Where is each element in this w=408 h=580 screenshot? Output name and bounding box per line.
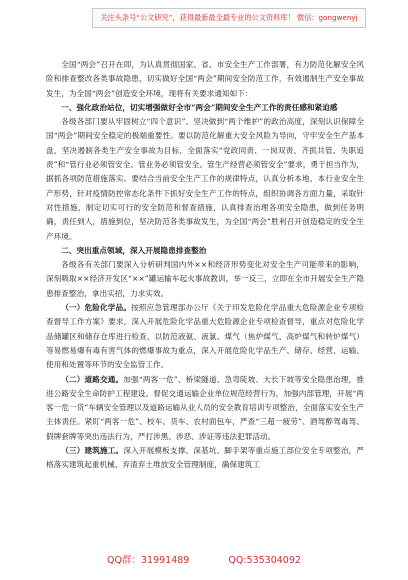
subsection-text: 按照应急管理部办公厅《关于印发危险化学品重大危险源企业专项检查督导工作方案》要求，深入开展危险化学品重大危险源企业专项检查督导，重点对危险化学品储罐区和储存仓库进行检查，以防范液氨、液氯、煤气（焦炉煤气、高炉煤气和转炉煤气）等易燃易爆有毒有害气体的燃爆事故为重点，深入开展危险化学品生产、储存、经营、运输、使用和处置等环节的安全监管工作。: [46, 303, 365, 370]
subsection-lead: （二）道路交通。: [61, 374, 124, 384]
subsection-lead: （三）建筑施工。: [61, 446, 124, 456]
body-paragraph: 各级各部门要从牢固树立“四个意识”、坚决做到“两个维护”的政治高度，深刻认识保障全国“两会”期间安全稳定的极端重要性。要以防范化解重大安全风险为导向，守牢安全生产基本盘，坚决遏制各类生产安全事故为目标，全面落实“党政同责、一岗双责、齐抓共管、失职追责”和“管行业必须管安全、管业务必须管安全、管生产经营必须管安全”要求，勇于担当作为，据抓各项防范措施落实。要结合当前安全生产工作的规律特点，认真分析本地、本行业安全生产形势，针对疫情防控常态化条件下抓好安全生产工作的特点，组织协调各方面力量，采取针对性措施，制定切实可行的安全防范和督查措施，认真排查治理各项安全隐患，做到任务明确，责任到人，措施到位，坚决防范各类事故发生，为全国“两会”胜利召开创造稳定的安全生产环境。: [46, 117, 364, 241]
section-heading-1: 一、强化政治站位，切实增强做好全市“两会”期间安全生产工作的责任感和紧迫感: [61, 102, 338, 112]
subsection-hazardous-chemicals: [46, 301, 364, 372]
subsection-construction: [46, 444, 364, 473]
document-body: [46, 58, 364, 473]
subsection-lead: （一）危险化学品。: [61, 303, 132, 313]
qq-number: QQ:535304092: [228, 555, 301, 566]
subsection-text: 加强“两客一危”、桥梁隧道、急弯陡坡、大长下坡等安全隐患治理，推进公路安全生命防护工程建设。督促交通运输企业单位规范经营行为，加强内部管理，开展“两客一危一货”车辆安全管理以及道路运输从业人员的安全教育培训专项整治，全面落实安全生产主体责任。紧盯“两客一危”、校车、货车、农村面包车，严查“三超一疲劳”、酒驾醉驾毒驾、假牌套牌等突出违法行为，严打涉黑、涉恶、涉证等违法犯罪活动。: [46, 374, 364, 441]
subsection-road-traffic: [46, 373, 364, 444]
intro-paragraph: 全国“两会”召开在即，为认真贯彻国家、省、市安全生产工作部署，有力防范化解安全风险和排查整改各类事故隐患，切实做好全国“两会”期间安全防范工作，有效遏制生产安全事故发生，为全国“两会”创造安全环境，现将有关要求通知如下：: [46, 60, 364, 98]
footer-contact: [0, 552, 408, 568]
promo-banner: 关注头条号“公文研究”，获得最新最全最专业的公文资料库！ 微信：gongwenyj: [92, 8, 366, 28]
section-heading-2: 二、突出重点领域，深入开展隐患排查整治: [61, 245, 207, 255]
subsection-text: 深入开展模板支撑、深基坑、脚手架等重点施工部位安全专项整治，严格落实建筑起重机械、弃渣弃土堆放安全管理制度，确保建筑工: [46, 446, 364, 470]
qq-group: QQ群：31991489: [107, 555, 190, 566]
body-paragraph: 各级各有关部门要深入分析研判国内外××和经济形势变化对安全生产可能带来的影响，深刻吸取××经济开发区“××”罐运输车起火事故教训，举一反三，立即在全市开展安全生产隐患排查整治，拿出实招，力求实效。: [46, 260, 364, 298]
